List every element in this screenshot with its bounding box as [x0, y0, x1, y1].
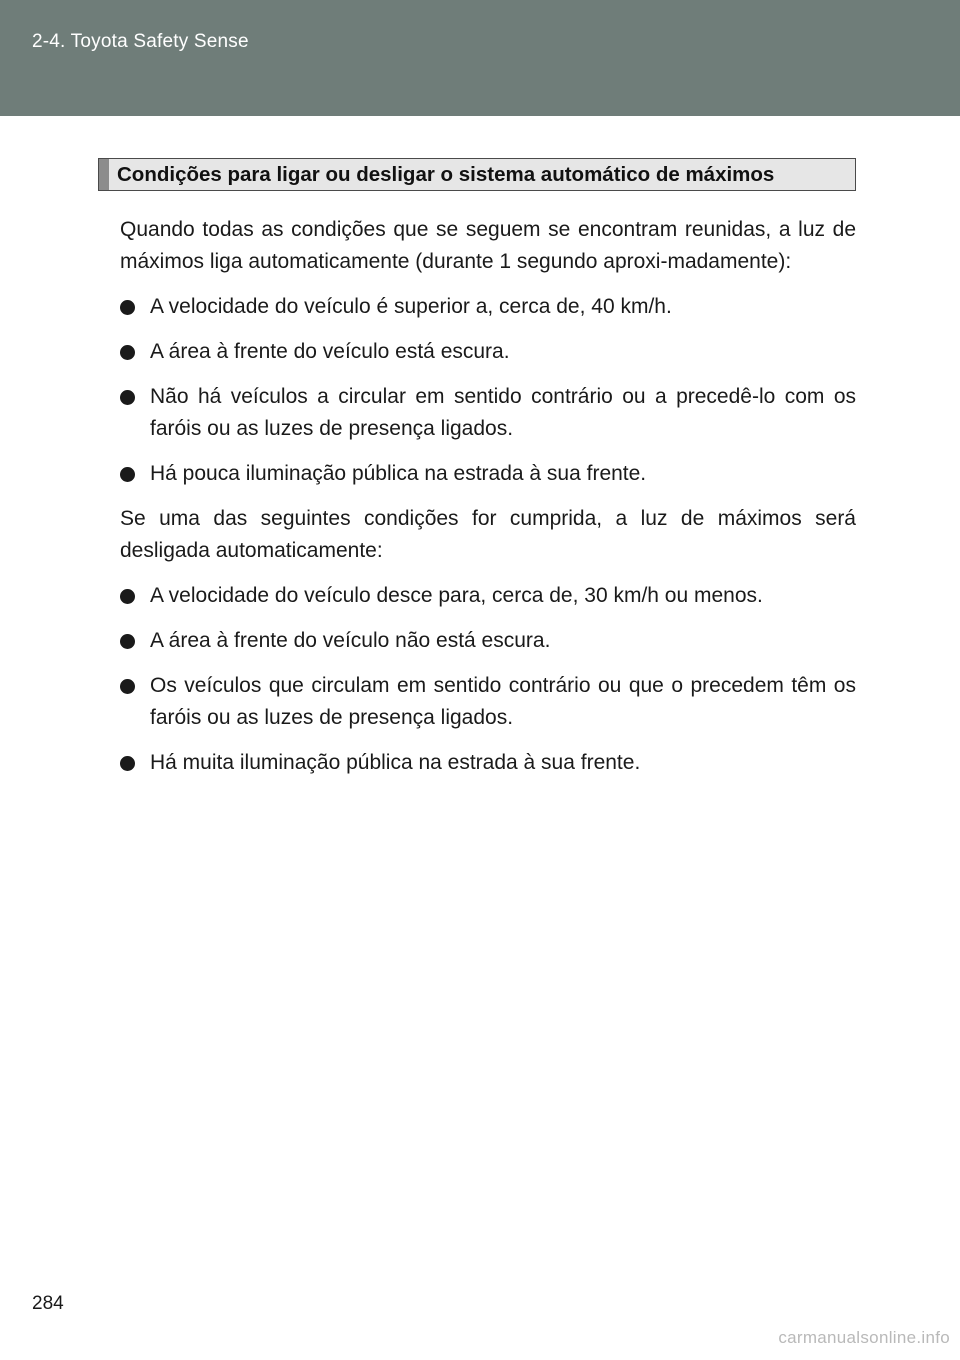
list-item-text: Não há veículos a circular em sentido contrário ou a precedê-lo com os faróis ou as luzes de presença ligados.	[150, 385, 856, 440]
bullet-dot-icon	[120, 381, 150, 445]
list-item	[120, 580, 856, 612]
bullet-dot-icon	[120, 458, 150, 490]
list-item	[120, 458, 856, 490]
section-label: 2-4. Toyota Safety Sense	[32, 31, 249, 52]
off-intro-paragraph: Se uma das seguintes condições for cumprida, a luz de máximos será desligada automaticamente:	[120, 507, 856, 562]
list-item-text: A velocidade do veículo é superior a, cerca de, 40 km/h.	[150, 295, 672, 318]
bullet-dot-icon	[120, 336, 150, 368]
list-item-text: Há muita iluminação pública na estrada à sua frente.	[150, 751, 641, 774]
list-item-text: Há pouca iluminação pública na estrada à sua frente.	[150, 462, 647, 485]
content-body	[120, 214, 856, 792]
heading-text: Condições para ligar ou desligar o sistema automático de máximos	[117, 163, 775, 186]
bullet-dot-icon	[120, 291, 150, 323]
heading-accent-bar	[99, 159, 109, 190]
bullet-dot-icon	[120, 747, 150, 779]
list-item	[120, 291, 856, 323]
watermark: carmanualsonline.info	[778, 1328, 950, 1347]
list-item-text: Os veículos que circulam em sentido contrário ou que o precedem têm os faróis ou as luzes de presença ligados.	[150, 674, 856, 729]
header-band	[0, 0, 960, 116]
list-item	[120, 670, 856, 734]
on-intro-paragraph: Quando todas as condições que se seguem se encontram reunidas, a luz de máximos liga automaticamente (durante 1 segundo aproxi-madamente):	[120, 218, 856, 273]
list-item	[120, 381, 856, 445]
bullet-dot-icon	[120, 670, 150, 734]
list-item	[120, 336, 856, 368]
list-item	[120, 747, 856, 779]
list-item-text: A área à frente do veículo está escura.	[150, 340, 510, 363]
bullet-dot-icon	[120, 580, 150, 612]
list-item-text: A velocidade do veículo desce para, cerca de, 30 km/h ou menos.	[150, 584, 763, 607]
section-heading	[98, 158, 856, 191]
list-item	[120, 625, 856, 657]
page-number: 284	[32, 1293, 64, 1314]
list-item-text: A área à frente do veículo não está escura.	[150, 629, 551, 652]
bullet-dot-icon	[120, 625, 150, 657]
